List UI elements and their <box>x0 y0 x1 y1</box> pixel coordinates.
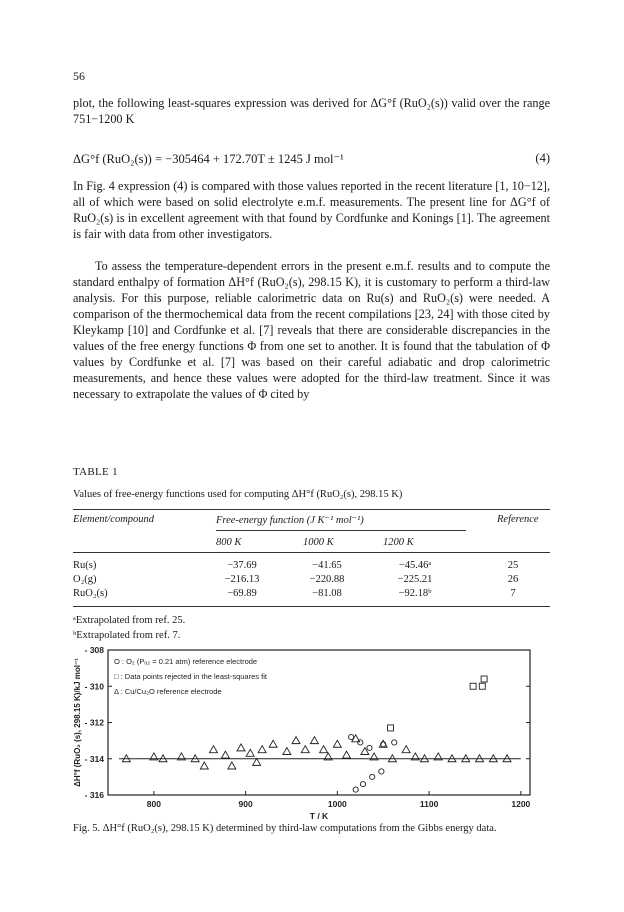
triangle-point <box>310 737 318 744</box>
cell-element: O₂(g) <box>73 574 97 585</box>
triangle-point <box>237 744 245 751</box>
equation-text: ΔG°f (RuO₂(s)) = −305464 + 172.70T ± 1245 J mol⁻¹ <box>73 152 344 166</box>
triangle-point <box>258 746 266 753</box>
cell-element: Ru(s) <box>73 560 97 571</box>
x-tick-label: 1200 <box>511 799 531 809</box>
triangle-point <box>228 762 236 769</box>
circle-point <box>353 787 358 792</box>
th-element: Element/compound <box>73 514 155 525</box>
triangle-point <box>210 746 218 753</box>
table-rule-top <box>73 509 550 510</box>
equation-number: (4) <box>535 151 550 165</box>
triangle-point <box>292 737 300 744</box>
y-tick-label: - 310 <box>84 681 104 692</box>
table-rule-sub <box>216 530 466 531</box>
cell-1000: −41.65 <box>312 560 342 571</box>
cell-1200: −45.46ᵃ <box>398 560 432 571</box>
circle-point <box>360 782 365 787</box>
equation-4 <box>73 151 550 167</box>
triangle-point <box>269 740 277 747</box>
square-point <box>481 676 487 682</box>
triangle-point <box>343 751 351 758</box>
y-tick-label: - 314 <box>84 753 104 764</box>
legend-entry: □ : Data points rejected in the least-squares fit <box>114 672 267 681</box>
legend-entry: Δ : Cu/Cu₂O reference electrode <box>114 687 222 696</box>
triangle-point <box>200 762 208 769</box>
cell-ref: 25 <box>507 560 519 571</box>
cell-800: −216.13 <box>224 574 260 585</box>
triangle-point <box>253 758 261 765</box>
x-tick-label: 800 <box>146 799 161 809</box>
triangle-point <box>333 740 341 747</box>
paragraph-2: In Fig. 4 expression (4) is compared with those values reported in the recent literature [1, 10−12], all of which were based on solid electrolyte e.m.f. measurements. The present line for ΔG°f of RuO₂(s) is in excellent agreement with that found by Cordfunke and Konings [1]. The agreement is fair with data from other investigators. <box>73 179 550 241</box>
triangle-point <box>221 751 229 758</box>
cell-element: RuO₂(s) <box>73 588 108 599</box>
th-800: 800 K <box>216 537 242 548</box>
figure-5-chart <box>0 640 624 820</box>
circle-point <box>392 740 397 745</box>
page-number: 56 <box>73 69 85 83</box>
table-title: TABLE 1 <box>73 466 118 478</box>
table-note-a: ᵃExtrapolated from ref. 25. <box>73 615 186 626</box>
triangle-point <box>402 746 410 753</box>
y-tick-label: - 312 <box>84 717 104 728</box>
circle-point <box>358 740 363 745</box>
circle-point <box>367 745 372 750</box>
circle-point <box>370 774 375 779</box>
cell-1200: −225.21 <box>397 574 433 585</box>
th-1000: 1000 K <box>303 537 334 548</box>
triangle-point <box>301 746 309 753</box>
table-note-b: ᵇExtrapolated from ref. 7. <box>73 630 181 641</box>
x-tick-label: 1100 <box>419 799 439 809</box>
x-axis-label: T / K <box>309 811 329 820</box>
x-tick-label: 1000 <box>327 799 347 809</box>
paragraph-1: plot, the following least-squares expression was derived for ΔG°f (RuO₂(s)) valid over the range 751−1200 K <box>73 96 550 126</box>
triangle-point <box>320 746 328 753</box>
cell-ref: 26 <box>507 574 519 585</box>
th-1200: 1200 K <box>383 537 414 548</box>
cell-800: −69.89 <box>227 588 257 599</box>
table-rule-bottom <box>73 606 550 607</box>
table-caption: Values of free-energy functions used for computing ΔH°f (RuO₂(s), 298.15 K) <box>73 489 403 500</box>
x-tick-label: 900 <box>238 799 253 809</box>
cell-1200: −92.18ᵇ <box>398 588 432 599</box>
cell-1000: −220.88 <box>309 574 345 585</box>
y-tick-label: - 316 <box>84 790 104 800</box>
cell-ref: 7 <box>510 588 516 599</box>
circle-point <box>349 734 354 739</box>
figure-caption: Fig. 5. ΔH°f (RuO₂(s), 298.15 K) determined by third-law computations from the Gibbs energy data. <box>73 823 497 834</box>
square-point <box>388 725 394 731</box>
th-reference: Reference <box>497 514 539 525</box>
triangle-point <box>283 748 291 755</box>
th-fef: Free-energy function (J K⁻¹ mol⁻¹) <box>216 515 364 526</box>
circle-point <box>379 769 384 774</box>
cell-1000: −81.08 <box>312 588 342 599</box>
square-point <box>470 683 476 689</box>
y-tick-label: - 308 <box>84 645 104 655</box>
triangle-point <box>361 748 369 755</box>
cell-800: −37.69 <box>227 560 257 571</box>
paragraph-3: To assess the temperature-dependent errors in the present e.m.f. results and to compute the standard enthalpy of formation ΔH°f (RuO₂(s), 298.15 K), it is customary to perform a third-law analysis. For this purpose, reliable calorimetric data on Ru(s) and RuO₂(s) were needed. A comparison of the thermochemical data from the recent compilations [23, 24] with those cited by Kleykamp [10] and Cordfunke et al. [7] reveals that there are considerable discrepancies in the values of the free energy functions Φ from one set to another. It is found that the tabulation of Φ values by Cordfunke et al. [7] was based on their careful adiabatic and drop calorimetric measurements, and hence these values were adopted for the third-law treatment. Since it was necessary to extrapolate the values of Φ cited by <box>73 259 550 401</box>
y-axis-label: ΔH°f (RuO₂ (s), 298.15 K)/kJ mol⁻¹ <box>73 658 82 787</box>
table-rule-mid <box>73 552 550 553</box>
legend-entry: O : O₂ (Pₒ₂ = 0.21 atm) reference electrode <box>114 657 258 666</box>
triangle-point <box>246 749 254 756</box>
square-point <box>479 683 485 689</box>
